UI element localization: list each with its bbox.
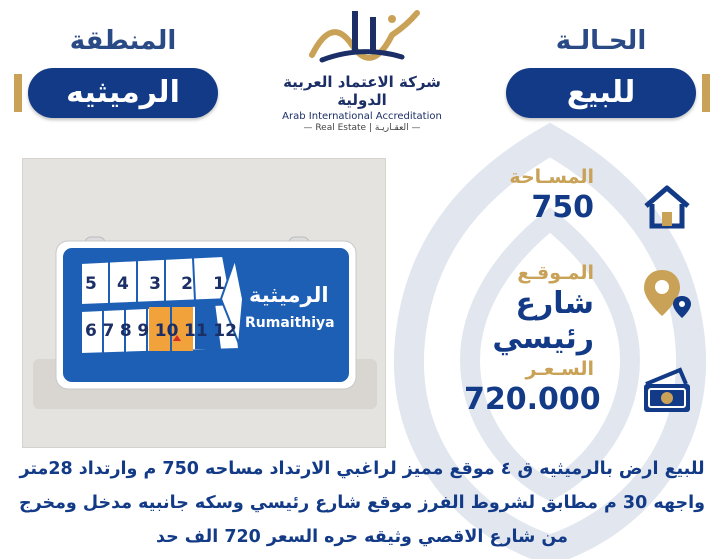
- region-pill: [28, 68, 218, 118]
- plot-number: 2: [181, 274, 193, 294]
- area-label: المسـاحة: [509, 166, 594, 188]
- region-label: المنطقة: [69, 26, 177, 56]
- logo-subtitle: — Real Estate | العقـاريـة —: [303, 123, 421, 133]
- plot-number: 9: [137, 321, 150, 341]
- gold-accent-bar: [702, 74, 710, 112]
- listing-description: [18, 452, 706, 554]
- info-location: [464, 262, 694, 356]
- region-group: [28, 22, 218, 118]
- plot-labels-top: [85, 274, 225, 294]
- map-card: [22, 158, 386, 448]
- status-label: الحـالـة: [555, 26, 647, 56]
- plot-labels-bottom: [85, 321, 237, 341]
- region-value: الرميثيه: [66, 75, 180, 110]
- description-line: للبيع ارض بالرميثيه ق ٤ موقع مميز لراغبي الارتداد مساحه 750 م وارتداد 28متر: [19, 459, 705, 479]
- logo-name-en: Arab International Accreditation: [282, 111, 442, 122]
- area-value: 750: [531, 190, 594, 225]
- logo-calligraphy-icon: [292, 5, 432, 67]
- description-line: من شارع الاقصي وثيقه حره السعر 720 الف حد: [155, 527, 568, 547]
- plot-number: 8: [119, 321, 132, 341]
- plot-number: 11: [184, 321, 208, 341]
- area-sign: [23, 159, 387, 449]
- logo-name-ar: شركة الاعتماد العربية الدولية: [283, 73, 441, 109]
- map-title-ar: الرميثية: [249, 283, 329, 307]
- house-icon: [640, 180, 694, 234]
- status-value: للبيع: [566, 75, 636, 110]
- plot-number: 7: [102, 321, 115, 341]
- plot-number: 1: [213, 274, 225, 294]
- info-price: [464, 358, 694, 417]
- map-title-en: Rumaithiya: [245, 315, 335, 331]
- description-line: واجهه 30 م مطابق لشروط الفرز موقع شارع رئيسي وسكه جانبيه مدخل ومخرج: [18, 493, 706, 513]
- plot-number: 10: [154, 321, 179, 341]
- location-value: شارع رئيسي: [492, 286, 594, 356]
- status-group: [506, 22, 696, 118]
- price-value: 720.000: [464, 382, 601, 417]
- plot-number: 5: [85, 274, 97, 294]
- gold-accent-bar: [14, 74, 22, 112]
- logo-sub-ar: العقـاريـة: [374, 123, 409, 133]
- info-area: [464, 166, 694, 225]
- plot-number: 4: [117, 274, 129, 294]
- location-pin-icon: [640, 266, 694, 320]
- logo-sub-en: Real Estate: [315, 123, 367, 133]
- location-label: المـوقـع: [517, 262, 594, 284]
- cash-icon: [640, 366, 694, 420]
- company-logo: [270, 5, 454, 133]
- plot-number: 12: [213, 321, 237, 341]
- status-pill: [506, 68, 696, 118]
- plot-number: 6: [85, 321, 97, 341]
- price-label: السـعـر: [525, 358, 594, 380]
- plot-number: 3: [149, 274, 161, 294]
